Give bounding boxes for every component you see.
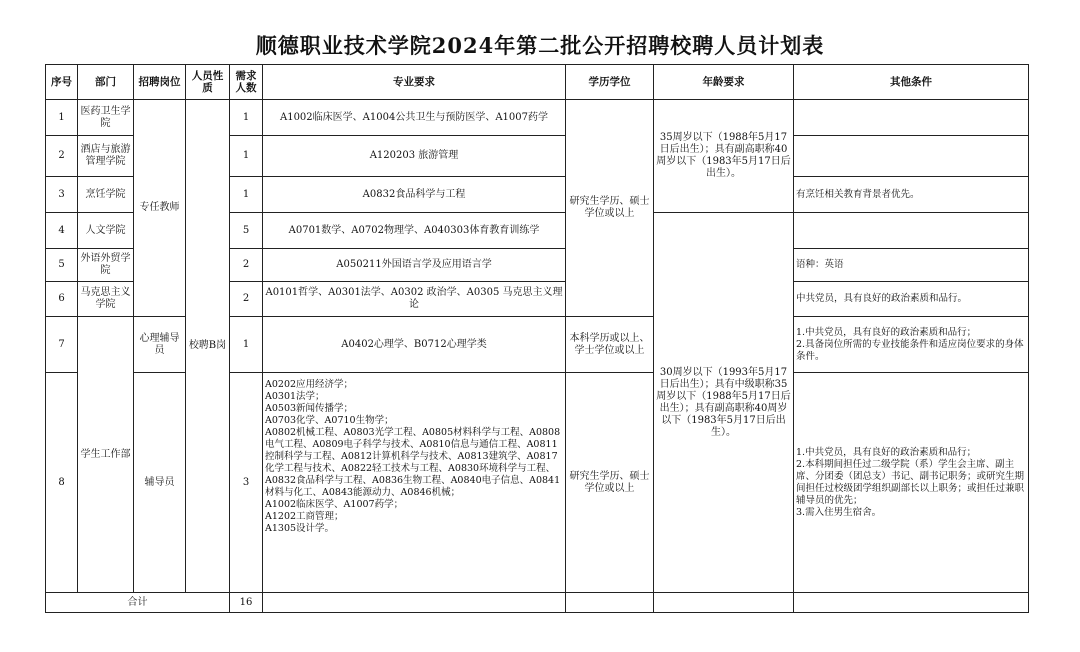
row-dept: 马克思主义学院 bbox=[78, 282, 134, 317]
row-dept: 医药卫生学院 bbox=[78, 100, 134, 136]
header-dept: 部门 bbox=[78, 65, 134, 100]
header-count: 需求人数 bbox=[230, 65, 263, 100]
row-count: 3 bbox=[230, 373, 263, 593]
row-no: 5 bbox=[46, 249, 78, 282]
row-major: A120203 旅游管理 bbox=[263, 136, 566, 177]
row-other bbox=[794, 136, 1029, 177]
empty-cell bbox=[794, 593, 1029, 613]
post-cell: 专任教师 bbox=[134, 100, 186, 317]
text-line: 1.中共党员，具有良好的政治素质和品行； bbox=[796, 446, 977, 458]
row-no: 4 bbox=[46, 213, 78, 249]
header-other: 其他条件 bbox=[794, 65, 1029, 100]
row-major bbox=[263, 373, 566, 593]
row-dept: 烹饪学院 bbox=[78, 177, 134, 213]
text-line: A1305设计学。 bbox=[265, 523, 335, 534]
row-no: 7 bbox=[46, 317, 78, 373]
edu-cell: 研究生学历、硕士学位或以上 bbox=[566, 100, 654, 317]
empty-cell bbox=[263, 593, 566, 613]
empty-cell bbox=[566, 593, 654, 613]
row-count: 1 bbox=[230, 317, 263, 373]
text-line: A0503新闻传播学； bbox=[265, 403, 354, 414]
text-line: A0802机械工程、A0803光学工程、A0805材料科学与工程、A0808电气工程、A0809电子科学与技术、A0810信息与通信工程、A0811控制科学与工程、A0812计算机科学与技术、A0813建筑学、A0817化学工程与技术、A0822轻工技术与工程、A0830环境科学与工程、A0832食品科学与工程、A0836生物工程、A0840电子信息、A0841材料与化工、A0843能源动力、A0846机械； bbox=[265, 427, 561, 498]
row-dept: 人文学院 bbox=[78, 213, 134, 249]
text-line: 1.中共党员，具有良好的政治素质和品行； bbox=[796, 326, 977, 338]
row-major: A050211外国语言学及应用语言学 bbox=[263, 249, 566, 282]
row-other bbox=[794, 373, 1029, 593]
row-major: A0832食品科学与工程 bbox=[263, 177, 566, 213]
total-count: 16 bbox=[230, 593, 263, 613]
row-no: 3 bbox=[46, 177, 78, 213]
page-title: 顺德职业技术学院2024年第二批公开招聘校聘人员计划表 bbox=[255, 33, 825, 58]
text-line: 2.具备岗位所需的专业技能条件和适应岗位要求的身体条件。 bbox=[796, 338, 1024, 362]
row-major: A0402心理学、B0712心理学类 bbox=[263, 317, 566, 373]
edu-cell: 研究生学历、硕士学位或以上 bbox=[566, 373, 654, 593]
row-other bbox=[794, 317, 1029, 373]
row-major: A1002临床医学、A1004公共卫生与预防医学、A1007药学 bbox=[263, 100, 566, 136]
text-line: A0703化学、A0710生物学； bbox=[265, 415, 394, 426]
header-edu: 学历学位 bbox=[566, 65, 654, 100]
row-count: 5 bbox=[230, 213, 263, 249]
header-no: 序号 bbox=[46, 65, 78, 100]
row-no: 1 bbox=[46, 100, 78, 136]
row-other: 中共党员，具有良好的政治素质和品行。 bbox=[794, 282, 1029, 317]
post-cell: 辅导员 bbox=[134, 373, 186, 593]
row-count: 1 bbox=[230, 100, 263, 136]
total-label: 合计 bbox=[46, 593, 230, 613]
row-count: 1 bbox=[230, 177, 263, 213]
age-cell: 30周岁以下（1993年5月17日后出生）；具有中级职称35周岁以下（1988年5月17日后出生）；具有副高职称40周岁以下（1983年5月17日后出生）。 bbox=[654, 213, 794, 593]
row-no: 8 bbox=[46, 373, 78, 593]
text-line: A0301法学； bbox=[265, 391, 325, 402]
text-line: A1202工商管理； bbox=[265, 511, 344, 522]
header-nature: 人员性质 bbox=[186, 65, 230, 100]
recruitment-table bbox=[45, 64, 1029, 613]
row-count: 2 bbox=[230, 249, 263, 282]
row-dept: 学生工作部 bbox=[78, 317, 134, 593]
header-row bbox=[46, 65, 1029, 100]
row-major: A0701数学、A0702物理学、A040303体育教育训练学 bbox=[263, 213, 566, 249]
row-count: 2 bbox=[230, 282, 263, 317]
row-other bbox=[794, 213, 1029, 249]
header-post: 招聘岗位 bbox=[134, 65, 186, 100]
total-row bbox=[46, 593, 1029, 613]
row-no: 2 bbox=[46, 136, 78, 177]
text-line: A1002临床医学、A1007药学； bbox=[265, 499, 404, 510]
row-other: 有烹饪相关教育背景者优先。 bbox=[794, 177, 1029, 213]
row-other: 语种：英语 bbox=[794, 249, 1029, 282]
text-line: 3.需入住男生宿舍。 bbox=[796, 506, 882, 518]
header-age: 年龄要求 bbox=[654, 65, 794, 100]
row-dept: 外语外贸学院 bbox=[78, 249, 134, 282]
post-cell: 心理辅导员 bbox=[134, 317, 186, 373]
text-line: 2.本科期间担任过二级学院（系）学生会主席、副主席、分团委（团总支）书记、副书记职务；或研究生期间担任过校级团学组织副部长以上职务；或担任过兼职辅导员的优先； bbox=[796, 458, 1025, 506]
text-line: A0202应用经济学； bbox=[265, 379, 354, 390]
row-other bbox=[794, 100, 1029, 136]
empty-cell bbox=[654, 593, 794, 613]
header-major: 专业要求 bbox=[263, 65, 566, 100]
table-row bbox=[46, 100, 1029, 136]
age-cell: 35周岁以下（1988年5月17日后出生）；具有副高职称40周岁以下（1983年5月17日后出生）。 bbox=[654, 100, 794, 213]
edu-cell: 本科学历或以上、学士学位或以上 bbox=[566, 317, 654, 373]
row-major: A0101哲学、A0301法学、A0302 政治学、A0305 马克思主义理论 bbox=[263, 282, 566, 317]
row-count: 1 bbox=[230, 136, 263, 177]
row-no: 6 bbox=[46, 282, 78, 317]
nature-cell: 校聘B岗 bbox=[186, 100, 230, 593]
row-dept: 酒店与旅游管理学院 bbox=[78, 136, 134, 177]
